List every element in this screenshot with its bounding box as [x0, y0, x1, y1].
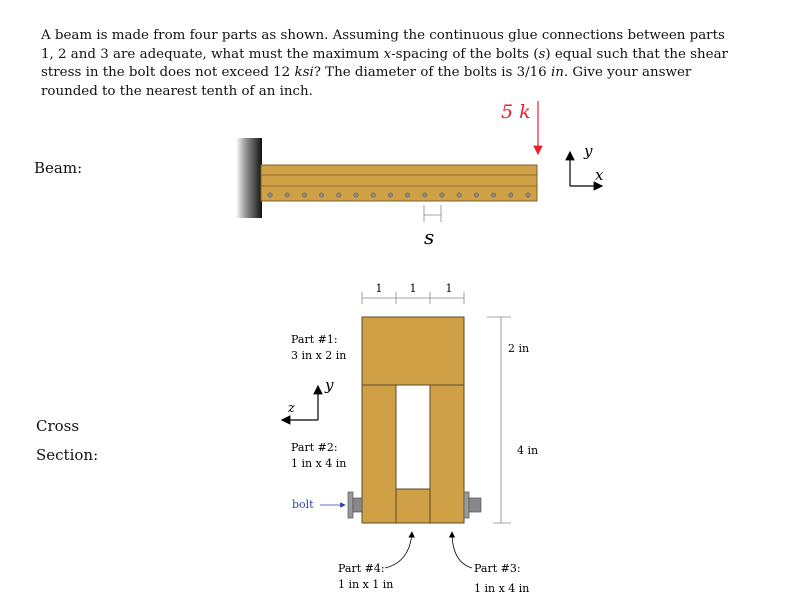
beam-bolt-dot: [302, 193, 306, 197]
beam-bolt-dot: [388, 193, 392, 197]
part2-label-size: 1 in x 4 in: [291, 457, 347, 470]
dim-4in: 4 in: [517, 444, 539, 457]
spacing-label: s: [424, 225, 435, 249]
beam-bolt-dot: [337, 193, 341, 197]
beam-bolt-dot: [474, 193, 478, 197]
part-1: [362, 317, 464, 385]
cross-label: Cross: [36, 417, 80, 435]
beam-bolt-dot: [440, 193, 444, 197]
part-4: [396, 489, 430, 523]
problem-statement: A beam is made from four parts as shown. Assuming the continuous glue connections between parts 1, 2 and 3 are adequate, what must the maximum x-spacing of the bolts (s) equal such that the shear stress in the bolt does not exceed 12 ksi? The diameter of the bolts is 3/16 in. Give your answer rounded to the nearest tenth of an inch.: [41, 28, 728, 99]
section-label: Section:: [36, 446, 99, 464]
section-axis-y: y: [325, 376, 334, 394]
part-3: [430, 385, 464, 523]
part4-label-name: Part #4:: [338, 562, 385, 575]
bolt-label: bolt: [292, 498, 314, 511]
part-2: [362, 385, 396, 523]
load-label: 5 k: [501, 101, 531, 123]
beam-bolt-dot: [405, 193, 409, 197]
top-dim-1: 1: [375, 282, 383, 295]
top-dim-2: 1: [409, 282, 417, 295]
beam-bolt-dot: [509, 193, 513, 197]
beam-axis-x: x: [595, 166, 604, 184]
part3-label-name: Part #3:: [474, 562, 521, 575]
beam-bolt-dot: [491, 193, 495, 197]
beam-bolt-dot: [319, 193, 323, 197]
beam-bolt-dot: [354, 193, 358, 197]
part3-label-size: 1 in x 4 in: [474, 582, 530, 595]
beam-label: Beam:: [34, 159, 83, 177]
beam-axis-y: y: [584, 142, 593, 160]
beam-bolt-dot: [371, 193, 375, 197]
dim-2in: 2 in: [508, 342, 530, 355]
beam-bolt-dot: [457, 193, 461, 197]
beam-bolt-dot: [268, 193, 272, 197]
top-dim-3: 1: [445, 282, 453, 295]
section-axis-z: z: [288, 401, 295, 416]
beam-bolt-dot: [526, 193, 530, 197]
part3-leader: [452, 532, 472, 568]
part4-label-size: 1 in x 1 in: [338, 578, 394, 591]
bolt-right: [464, 492, 481, 518]
fixed-wall: [236, 138, 262, 218]
part2-label-name: Part #2:: [291, 441, 338, 454]
spacing-bracket: [424, 205, 441, 222]
part4-leader: [385, 532, 412, 568]
part1-label-size: 3 in x 2 in: [291, 349, 347, 362]
bolt-left: [348, 492, 362, 518]
part1-label-name: Part #1:: [291, 333, 338, 346]
beam-bolt-dot: [423, 193, 427, 197]
beam-bolt-dot: [285, 193, 289, 197]
